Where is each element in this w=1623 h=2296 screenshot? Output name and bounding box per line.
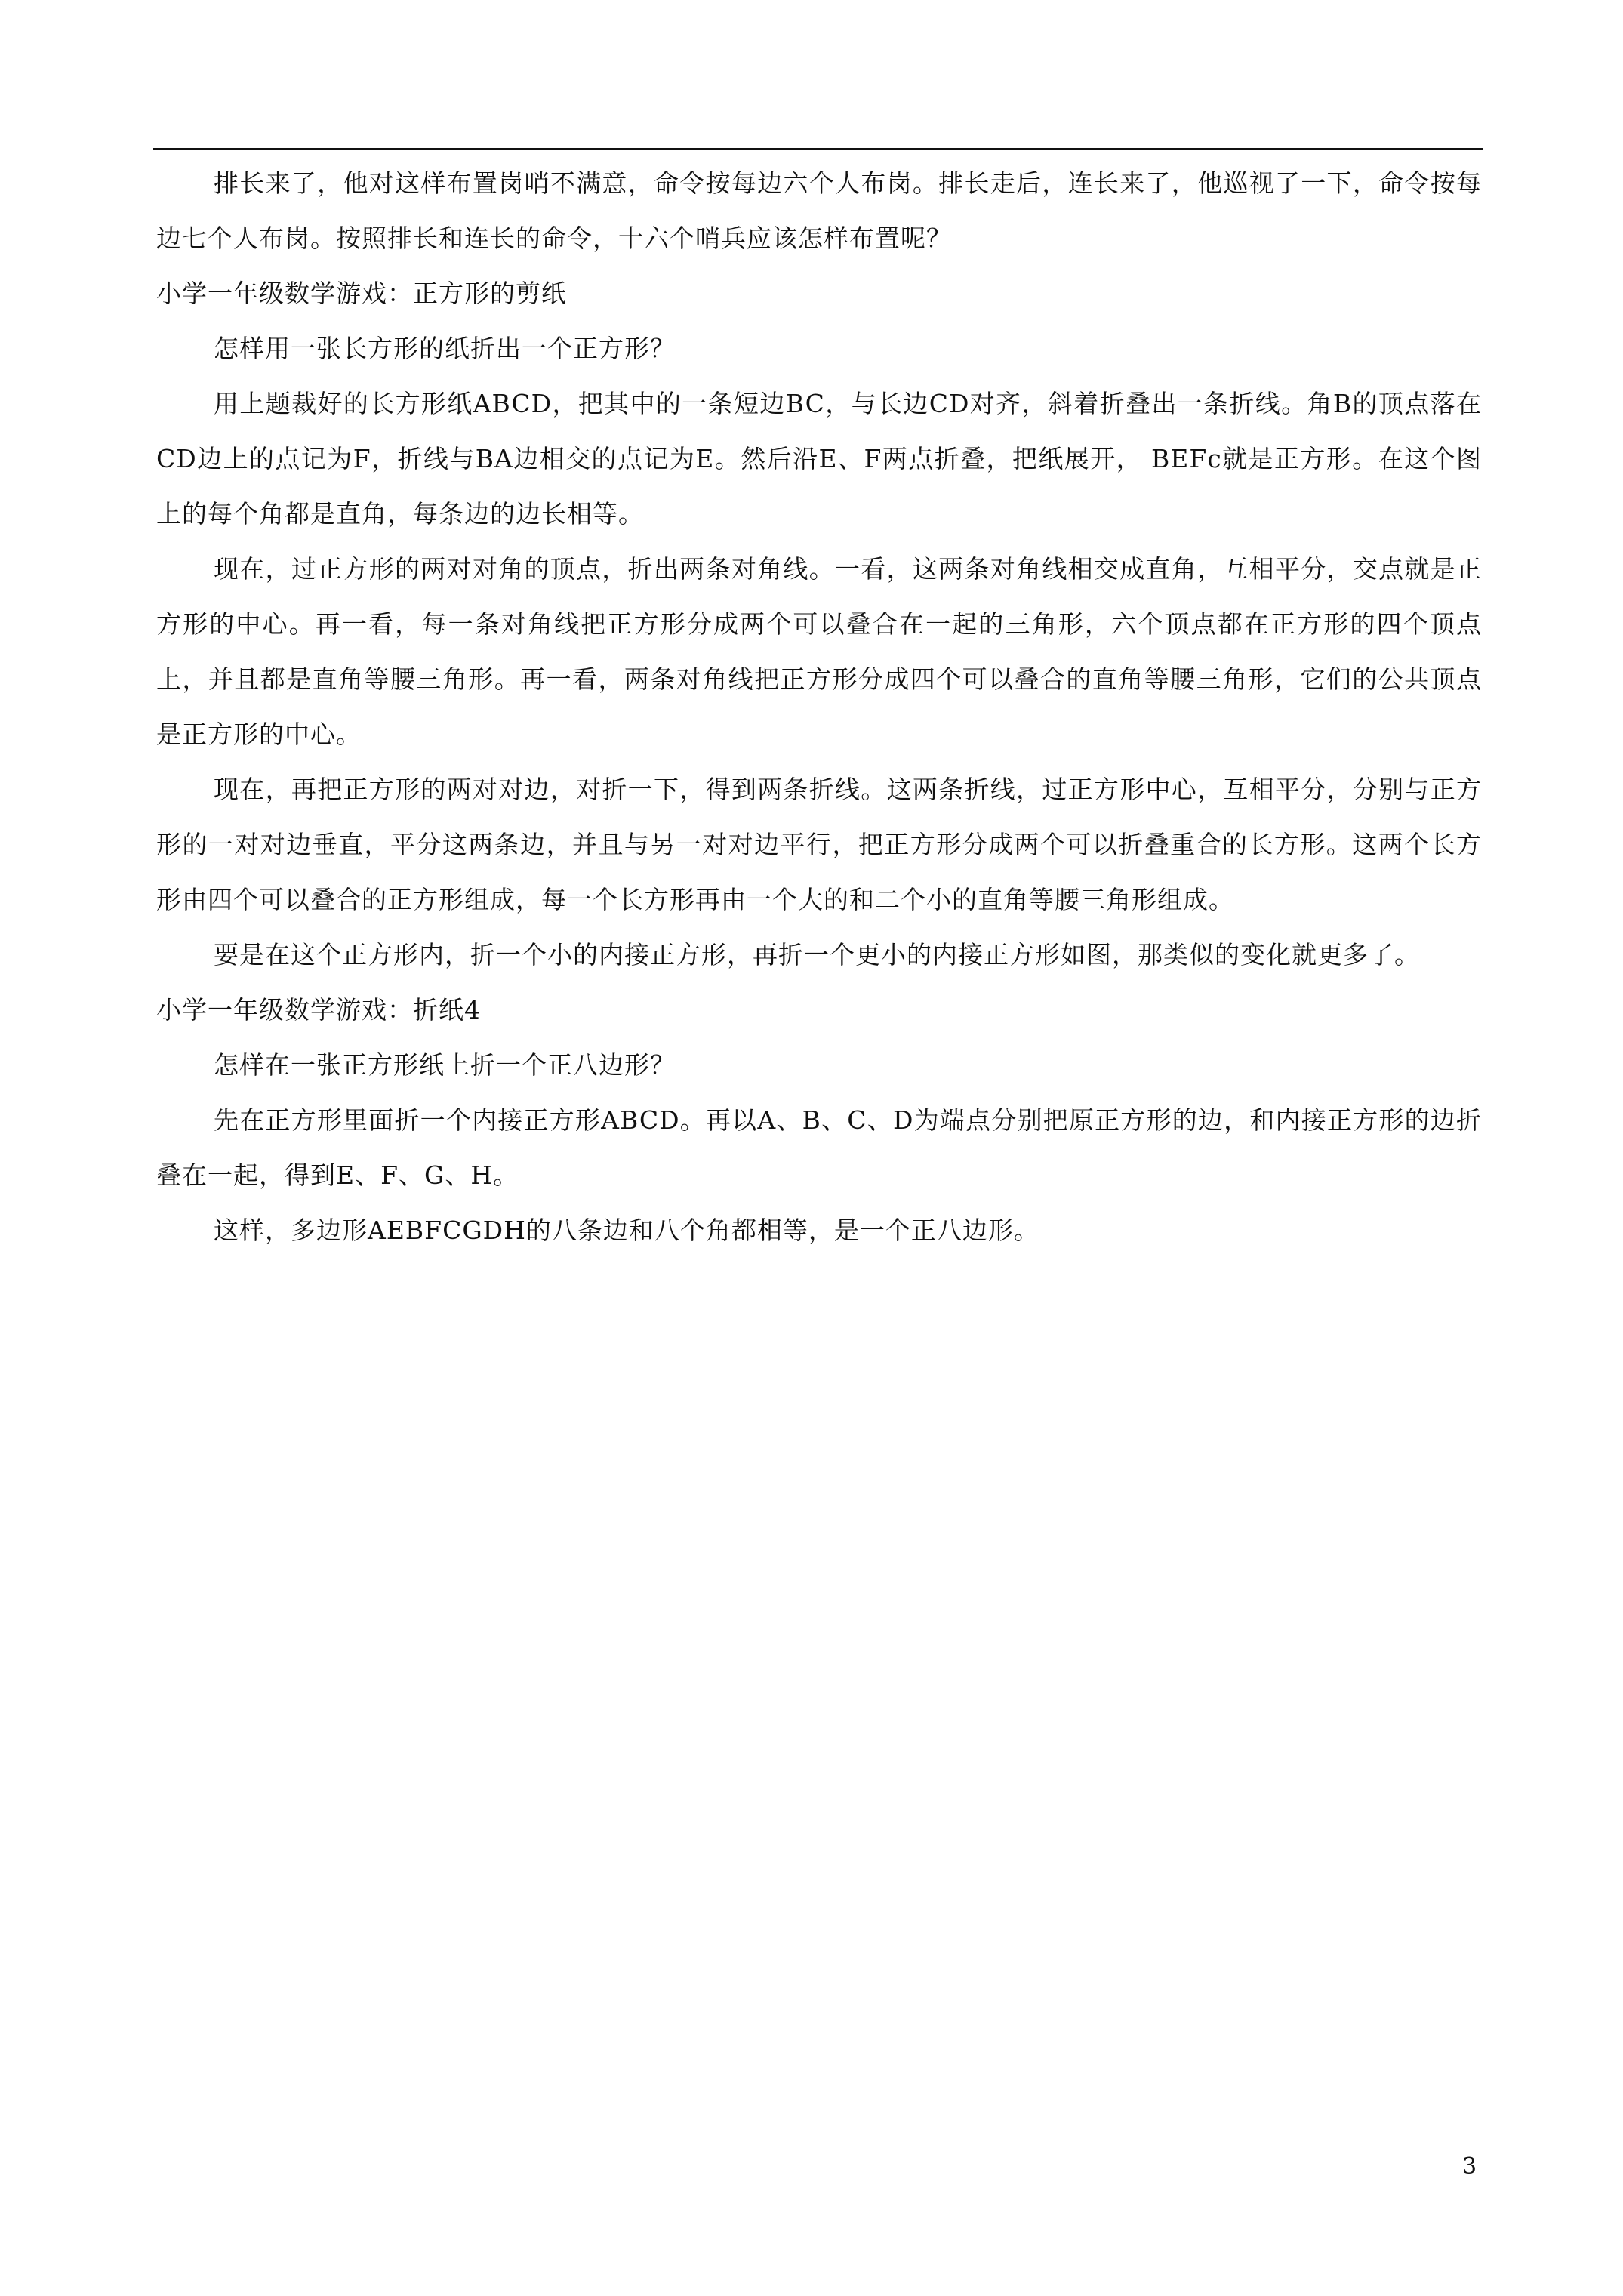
document-body: [156, 148, 1482, 1258]
paragraph-fold-square: 用上题裁好的长方形纸ABCD，把其中的一条短边BC，与长边CD对齐，斜着折叠出一条折线。角B的顶点落在CD边上的点记为F，折线与BA边相交的点记为E。然后沿E、F两点折叠，把纸展开， BEFc就是正方形。在这个图上的每个角都是直角，每条边的边长相等。: [156, 389, 1482, 529]
heading-paper-folding-4: 小学一年级数学游戏：折纸4: [156, 995, 481, 1025]
paragraph-question-square: 怎样用一张长方形的纸折出一个正方形？: [214, 334, 676, 363]
paragraph-midlines: 现在，再把正方形的两对对边，对折一下，得到两条折线。这两条折线，过正方形中心，互相平分，分别与正方形的一对对边垂直，平分这两条边，并且与另一对对边平行，把正方形分成两个可以折叠重合的长方形。这两个长方形由四个可以叠合的正方形组成，每一个长方形再由一个大的和二个小的直角等腰三角形组成。: [156, 775, 1482, 914]
heading-square-paper-cutting: 小学一年级数学游戏：正方形的剪纸: [156, 279, 567, 308]
page-number: 3: [1462, 2153, 1477, 2180]
paragraph-inscribed-squares: 要是在这个正方形内，折一个小的内接正方形，再折一个更小的内接正方形如图，那类似的变化就更多了。: [214, 940, 1420, 969]
paragraph-sentry-layout: 排长来了，他对这样布置岗哨不满意，命令按每边六个人布岗。排长走后，连长来了，他巡视了一下，命令按每边七个人布岗。按照排长和连长的命令，十六个哨兵应该怎样布置呢？: [156, 168, 1482, 253]
paragraph-octagon-conclusion: 这样，多边形AEBFCGDH的八条边和八个角都相等，是一个正八边形。: [214, 1216, 1039, 1245]
paragraph-diagonals: 现在，过正方形的两对对角的顶点，折出两条对角线。一看，这两条对角线相交成直角，互相平分，交点就是正方形的中心。再一看，每一条对角线把正方形分成两个可以叠合在一起的三角形，六个顶点都在正方形的四个顶点上，并且都是直角等腰三角形。再一看，两条对角线把正方形分成四个可以叠合的直角等腰三角形，它们的公共顶点是正方形的中心。: [156, 554, 1482, 749]
paragraph-fold-octagon: 先在正方形里面折一个内接正方形ABCD。再以A、B、C、D为端点分别把原正方形的边，和内接正方形的边折叠在一起，得到E、F、G、H。: [156, 1105, 1482, 1190]
paragraph-question-octagon: 怎样在一张正方形纸上折一个正八边形？: [214, 1050, 676, 1080]
